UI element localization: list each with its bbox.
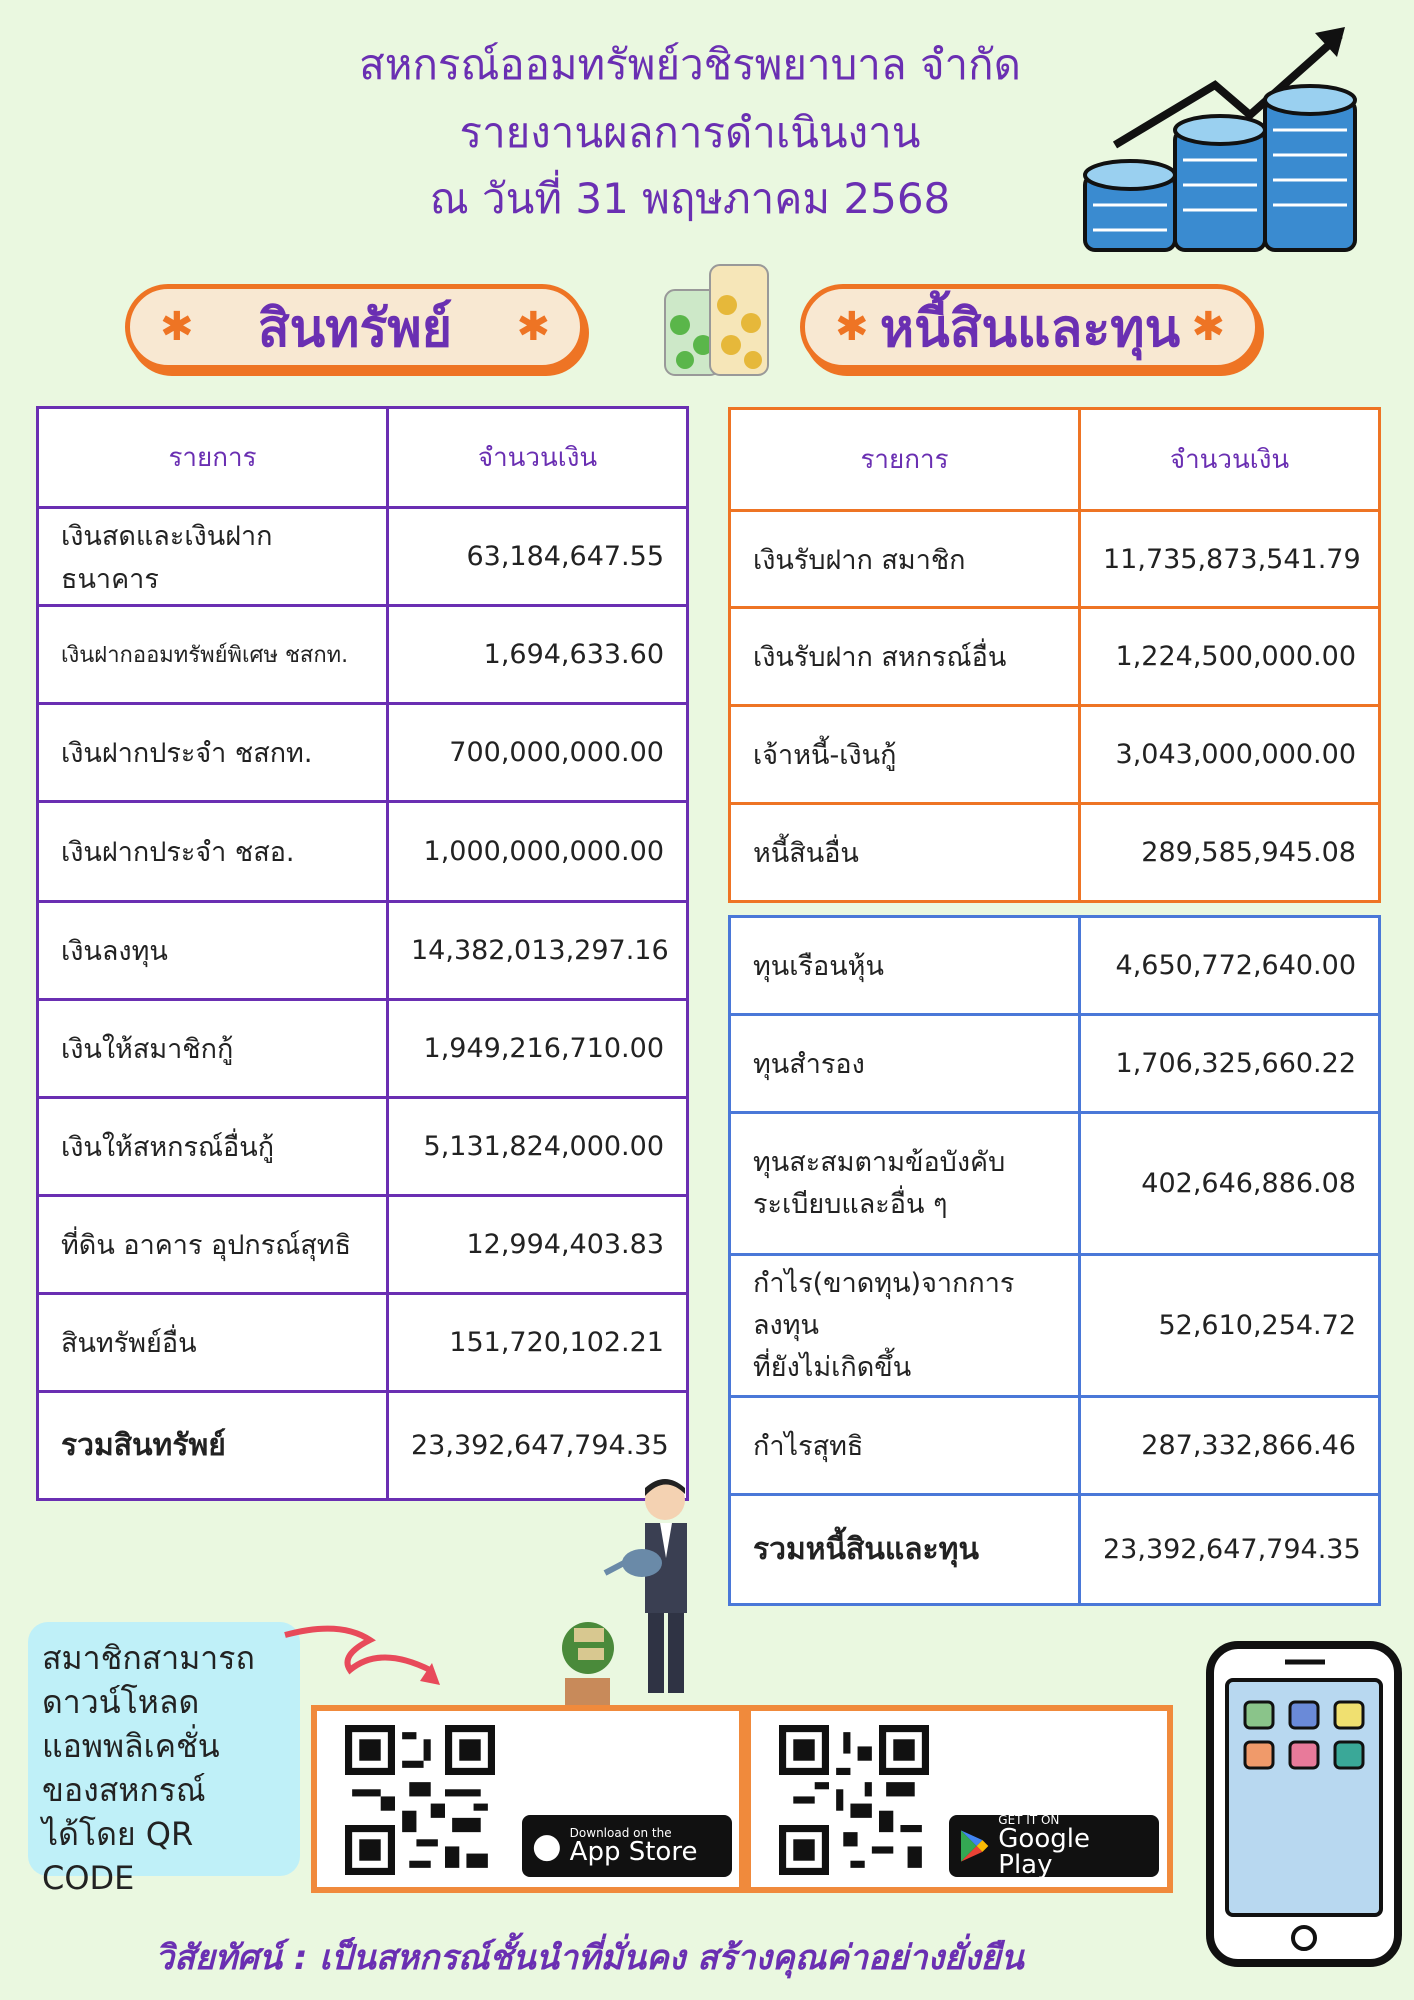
- curved-arrow-icon: [280, 1615, 450, 1695]
- row-item: สินทรัพย์อื่น: [38, 1294, 388, 1392]
- table-row: [730, 1397, 1380, 1495]
- app-store-small-text: Download on the: [569, 1826, 672, 1840]
- row-amount: 700,000,000.00: [388, 704, 688, 802]
- android-download-box: [745, 1705, 1173, 1893]
- row-item: [730, 1113, 1080, 1255]
- row-item: ทุนสำรอง: [730, 1015, 1080, 1113]
- title-line-2: รายงานผลการดำเนินงาน: [459, 108, 921, 157]
- google-play-icon: [959, 1828, 990, 1864]
- businessman-watering-money-tree-illustration: [540, 1478, 720, 1706]
- table-row: [730, 1113, 1380, 1255]
- table-row: [38, 802, 688, 902]
- liabilities-heading: [800, 284, 1260, 370]
- row-item: เงินฝากประจำ ชสอ.: [38, 802, 388, 902]
- row-amount: 63,184,647.55: [388, 508, 688, 606]
- liabilities-heading-label: หนี้สินและทุน: [879, 298, 1181, 359]
- row-amount: 1,706,325,660.22: [1080, 1015, 1380, 1113]
- row-amount: 3,043,000,000.00: [1080, 706, 1380, 804]
- app-store-badge[interactable]: [522, 1815, 732, 1877]
- apple-icon: ●: [532, 1826, 562, 1866]
- download-note-line: แอพพลิเคชั่น: [42, 1727, 220, 1765]
- column-header-amount: จำนวนเงิน: [1080, 409, 1380, 511]
- download-note-line: ดาวน์โหลด: [42, 1683, 200, 1721]
- table-row: [730, 917, 1380, 1015]
- table-row: [38, 704, 688, 802]
- title-line-3: ณ วันที่ 31 พฤษภาคม 2568: [429, 174, 951, 223]
- row-item: กำไรสุทธิ: [730, 1397, 1080, 1495]
- row-item: เงินสดและเงินฝากธนาคาร: [38, 508, 388, 606]
- row-item: เงินรับฝาก สหกรณ์อื่น: [730, 608, 1080, 706]
- assets-heading-label: สินทรัพย์: [257, 298, 453, 359]
- smartphone-icon: [1205, 1640, 1405, 1970]
- column-header-amount: จำนวนเงิน: [388, 408, 688, 508]
- row-item-line-2: ระเบียบและอื่น ๆ: [753, 1188, 948, 1220]
- row-amount: 287,332,866.46: [1080, 1397, 1380, 1495]
- row-item: เงินฝากประจำ ชสกท.: [38, 704, 388, 802]
- coin-stack-growth-icon: [1075, 25, 1365, 265]
- column-header-item: รายการ: [38, 408, 388, 508]
- row-amount: 12,994,403.83: [388, 1196, 688, 1294]
- google-play-badge[interactable]: [949, 1813, 1159, 1880]
- table-row: [730, 804, 1380, 902]
- row-item: ที่ดิน อาคาร อุปกรณ์สุทธิ: [38, 1196, 388, 1294]
- star-icon: ✱: [516, 304, 550, 350]
- row-amount: 5,131,824,000.00: [388, 1098, 688, 1196]
- row-item-line-2: ที่ยังไม่เกิดขึ้น: [753, 1351, 912, 1383]
- table-row: [730, 608, 1380, 706]
- equity-table: [728, 915, 1381, 1606]
- vision-statement: วิสัยทัศน์ : เป็นสหกรณ์ชั้นนำที่มั่นคง สร้างคุณค่าอย่างยั่งยืน: [155, 1938, 1024, 1978]
- table-header-row: [38, 408, 688, 508]
- row-item: ทุนเรือนหุ้น: [730, 917, 1080, 1015]
- table-row: [730, 1255, 1380, 1397]
- ios-qr-code[interactable]: [345, 1725, 495, 1875]
- row-item: เงินลงทุน: [38, 902, 388, 1000]
- table-row: [38, 508, 688, 606]
- title-line-1: สหกรณ์ออมทรัพย์วชิรพยาบาล จำกัด: [359, 40, 1021, 89]
- row-item-line-1: ทุนสะสมตามข้อบังคับ: [753, 1146, 1006, 1178]
- table-row: [38, 1196, 688, 1294]
- star-icon: ✱: [160, 304, 194, 350]
- table-row: [730, 511, 1380, 608]
- star-icon: ✱: [835, 304, 869, 350]
- total-amount: 23,392,647,794.35: [388, 1392, 688, 1500]
- row-amount: 1,224,500,000.00: [1080, 608, 1380, 706]
- assets-table: [36, 406, 689, 1501]
- row-amount: 151,720,102.21: [388, 1294, 688, 1392]
- row-amount: 4,650,772,640.00: [1080, 917, 1380, 1015]
- row-item: เงินให้สหกรณ์อื่นกู้: [38, 1098, 388, 1196]
- download-note-line: สมาชิกสามารถ: [42, 1639, 255, 1677]
- ios-download-box: [311, 1705, 745, 1893]
- download-note: [28, 1622, 300, 1897]
- star-icon: ✱: [1191, 304, 1225, 350]
- row-item: เงินฝากออมทรัพย์พิเศษ ชสกท.: [38, 606, 388, 704]
- table-row: [38, 1294, 688, 1392]
- row-amount: 14,382,013,297.16: [388, 902, 688, 1000]
- table-row: [38, 606, 688, 704]
- row-item: หนี้สินอื่น: [730, 804, 1080, 902]
- row-amount: 1,949,216,710.00: [388, 1000, 688, 1098]
- assets-heading: [125, 284, 585, 370]
- download-note-line: ได้โดย QR CODE: [42, 1815, 194, 1897]
- table-row: [730, 706, 1380, 804]
- row-amount: 11,735,873,541.79: [1080, 511, 1380, 608]
- google-play-small-text: GET IT ON: [998, 1813, 1060, 1827]
- total-label: รวมหนี้สินและทุน: [730, 1495, 1080, 1605]
- table-row: [38, 902, 688, 1000]
- row-amount: 1,694,633.60: [388, 606, 688, 704]
- row-item-line-1: กำไร(ขาดทุน)จากการลงทุน: [753, 1267, 1015, 1341]
- table-header-row: [730, 409, 1380, 511]
- google-play-big-text: Google Play: [998, 1824, 1090, 1880]
- android-qr-code[interactable]: [779, 1725, 929, 1875]
- table-row: [38, 1098, 688, 1196]
- column-header-item: รายการ: [730, 409, 1080, 511]
- row-item: เจ้าหนี้-เงินกู้: [730, 706, 1080, 804]
- table-row: [730, 1015, 1380, 1113]
- row-amount: 1,000,000,000.00: [388, 802, 688, 902]
- row-item: เงินให้สมาชิกกู้: [38, 1000, 388, 1098]
- download-note-line: ของสหกรณ์: [42, 1771, 206, 1809]
- row-amount: 289,585,945.08: [1080, 804, 1380, 902]
- total-row: [730, 1495, 1380, 1605]
- row-item: เงินรับฝาก สมาชิก: [730, 511, 1080, 608]
- row-amount: 52,610,254.72: [1080, 1255, 1380, 1397]
- money-jars-icon: [655, 255, 775, 385]
- liabilities-table: [728, 407, 1381, 903]
- table-row: [38, 1000, 688, 1098]
- app-store-big-text: App Store: [569, 1837, 698, 1867]
- total-label: รวมสินทรัพย์: [38, 1392, 388, 1500]
- row-item: [730, 1255, 1080, 1397]
- total-amount: 23,392,647,794.35: [1080, 1495, 1380, 1605]
- row-amount: 402,646,886.08: [1080, 1113, 1380, 1255]
